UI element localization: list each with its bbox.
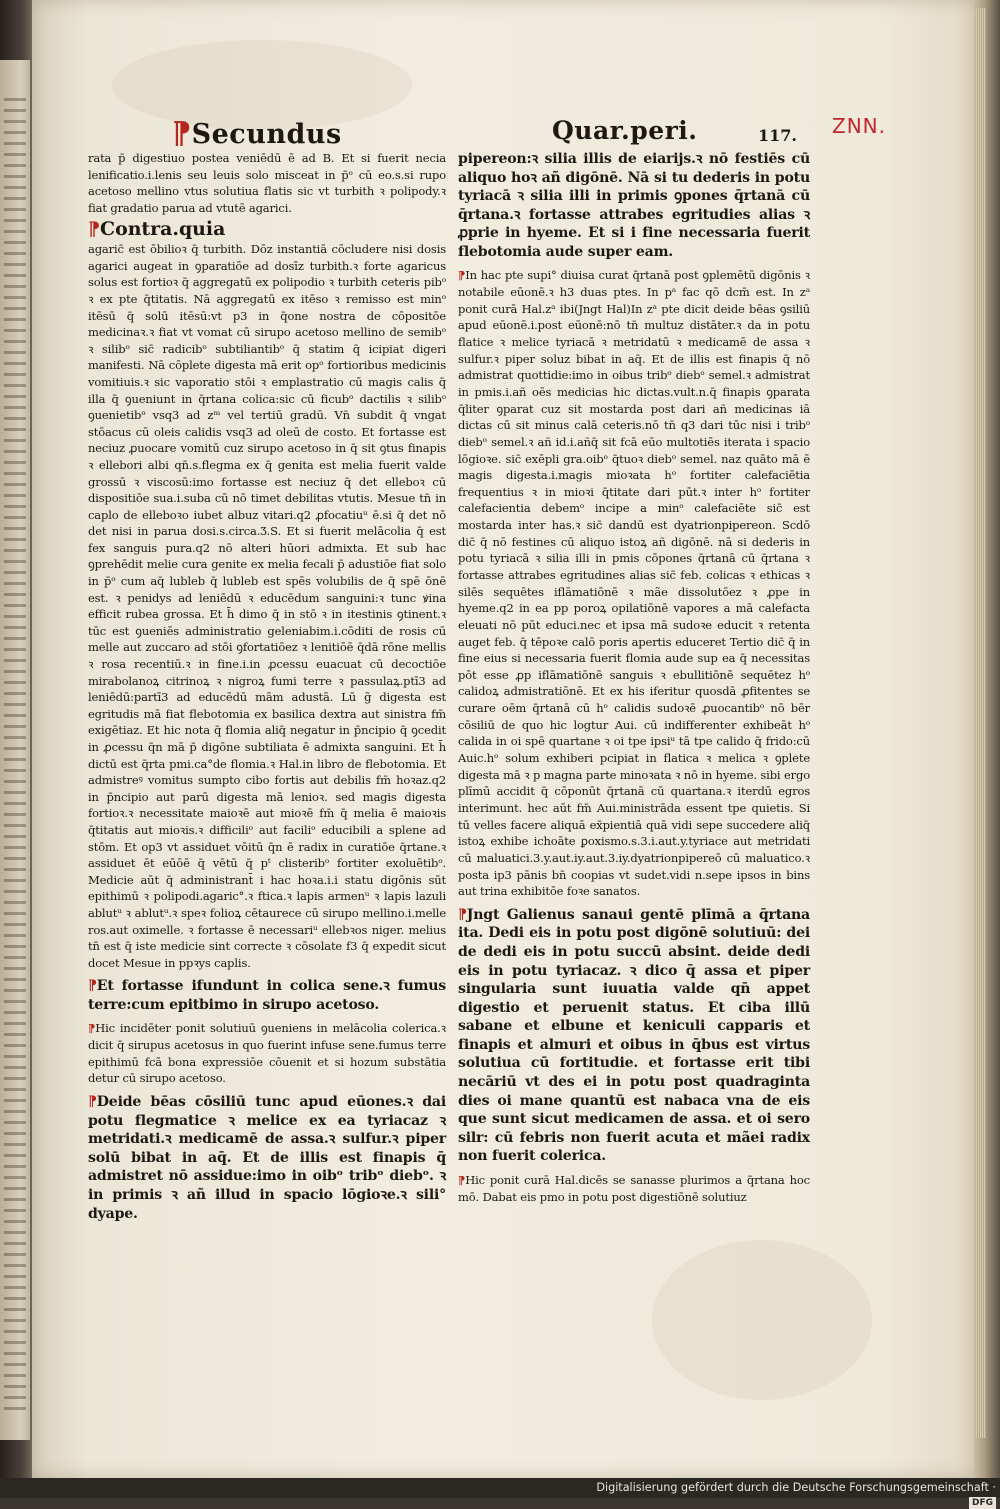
pilcrow-mark: ⁋ [88, 978, 97, 995]
pilcrow-mark: ⁋ [458, 1172, 466, 1187]
paragraph: agaric̄ est ōbilioꝛ q̄ turbith. Dōz instantiā cōcludere nisi dosis agarici augeat in ꝯparatiōe ad dosīz turbith.ꝛ forte agaricus solus est fortioꝛ q̄ aggregatū ex polipodio ꝛ turbith ceteris pibᵒ ꝛ ex pte q̄titatis. Nā aggregatū ex itēso ꝛ remisso est minᵒ itēsū q̄ solū itēsū:vt p3 in q̄one nostra de cōpositōe medicinaꝛ.ꝛ fiat vt vomat cū sirupo acetoso mellino de semibᵒ ꝛ silibᵒ sic̄ radicibᵒ subtiliantibᵒ q̄ statim q̄ icipiat digeri manifesti. Nā cōplete digesta mā erit opᵒ fortioribus medicinis vomitiuis.ꝛ sic vaporatio stōi ꝛ emplastratio cū magis calis q̄ illa q̄ ꝯueniunt in q̄rtana colica:sic cū ficubᵒ dactilis ꝛ silibᵒ ꝯuenietibᵒ vsq3 ad zᵐ vel tertiū gradū. Vn̄ subdit q̄ vngat stōacus cū oleis calidis vsq3 ad oleū de costo. Et fortasse est neciuz ꝓuocare vomitū cuz sirupo acetoso in q̄ sit ꝯtus finapis ꝛ ellebori albi qn̄.s.flegma ex q̄ genita est melia fuerit valde grossū ꝛ viscosū:imo fortasse est neciuz q̄ det elleboꝛ cū dispositiōe sua.i.suba cū nō timet debilitas vtutis. Mesue tn̄ in caplo de elleboꝛo iubet albuz vitari.q2 ꝓfocatiuᵘ ē.si q̄ det nō det nisi in parua dosi.s.circa.Ʒ.S. Et si fuerit melācolia q̄ est fex sanguis pura.q2 nō alteri hūori admixta. Et sub hac ꝯprehēdit melie cura genite ex melia fecali p̄ adustiōe fiat solo in p̄ᵒ cum aq̄ lubleb q̄ lubleb est spēs volubilis de q̄ spē ōnē est. ꝛ penidys ad leniēdū ꝛ educēdum sanguini:ꝛ tunc ꝟina efficit rubea grossa. Et h̄ dimo q̄ in stō ꝛ in itestinis ꝯtinent.ꝛ tūc est ꝯueniēs administratio geleniabim.i.cōditi de rosis cū melle aut zuccaro ad stōi ꝯfortatiōez ꝛ lenitiōē q̄dā rōne mellis ꝛ rosa recentiū.ꝛ in fine.i.in ꝓcessu euacuat cū decoctiōe mirabolanoꝝ citrinoꝝ ꝛ nigroꝝ fumi terre ꝛ passulaꝝ.ptī3 ad leniēdū:partī3 ad educēdū mām adustā. Lū g̃ digesta est egritudis mā fiat flebotomia ex basilica dextra aut sinistra fm̄ exigētiaz. Et hic nota q̄ flomia aliq̄ negatur in p̄ncipio q̄ ꝯcedit in ꝓcessu q̄n mā p̄ digōne subtiliata ē admixta sanguini. Et h̄ dictū est q̄rta pmi.ca°de flomia.ꝛ Hal.in libro de flebotomia. Et admistreꝰ vomitus sumpto cibo fortis aut debilis fm̄ hoꝛaz.q2 in p̄ncipio aut parū digesta mā lenioꝛ. sed magis digesta fortioꝛ.ꝛ necessitate maioꝛē aut mioꝛē fm̄ q̄ melia ē maioꝛis q̄titatis aut mioꝛis.ꝛ difficiliᵒ aut faciliᵒ educibili a splene ad stōm. Et op3 vt assiduet vōitū q̄n ē radix in curatiōe q̄rtane.ꝛ assiduet ēt eūōē q̄ vētū q̄ pᵗ clisteribᵒ fortiter exoluētibᵒ. Medicie aūt q̄ administrant̄ i hac hoꝛa.i.i statu digōnis sūt epithimū ꝛ polipodi.agaric°.ꝛ ftica.ꝛ lapis armenᵘ ꝛ lapis lazuli ablutᵘ ꝛ ablutᵘ.ꝛ speꝛ folioꝝ cētaurece cū sirupo mellino.i.melle ros.aut oximelle. ꝛ fortasse ē necessariᵘ ellebꝛos niger. melius tn̄ est q̄ iste medicie sint correcte ꝛ cōsolate f3 q̄ expedit sicut docet Mesue in ppꝛys caplis. [88, 242, 446, 970]
paragraph-text: In hac pte supi° diuisa curat q̄rtanā post ꝯplemētū digōnis ꝛ notabile eūonē.ꝛ h3 duas ptes. In pᵃ fac qō dcm̄ est. In zᵃ ponit curā Hal.zᵃ ibi(Jngt Hal)In zᵃ pte dicit deide bēas ꝯsiliū apud eūonē.i.post eūonē:nō tn̄ multuz distāter.ꝛ da in potu flatice ꝛ melice tyriacā ꝛ metridatū ꝛ medicamē de assa ꝛ sulfur.ꝛ piper soluz bibat in aq̄. Et de illis est finapis q̄ nō admistrat quottidie:imo in oibus tribᵒ diebᵒ semel.ꝛ admistrat in pmis.i.añ oēs medicias hic dictas.vult.n.q̄ finapis ꝯparata q̄liter ꝯparat cuz sit mostarda post dari añ medicinas iā dictas cū sit minus calā ceteris.nō tn̄ q3 dari tūc nisi i tribᵒ diebᵒ semel.ꝛ añ id.i.añq̄ sit fcā eūo multotiēs iterata i spacio lōgioꝛe. sic̄ exēpli gra.oibᵒ q̄tuoꝛ diebᵒ semel. naz quāto mā ē magis digesta.i.magis mioꝛata hᵒ fortiter calefaciētia frequentius ꝛ in mioꝛi q̄titate dari pūt.ꝛ inter hᵒ fortiter calefacientia debemᵒ incipe a minᵒ calefaciēte sic̄ est mostarda inter has.ꝛ sic̄ dandū est dyatrionpipereon. Scdō dic̄ q̄ nō festines cū aliquo istoꝝ añ digōnē. nā si dederis in potu tyriacā ꝛ silia illi in pmis cōpones q̄rtanā cū q̄rtana ꝛ fortasse attrabes egritudines alias sic̄ feb. colicas ꝛ ethicas ꝛ silēs sequētes iflāmatiōnē ꝛ mãe dissolutōez ꝛ ꝓpe in hyeme.q2 in ea pp poroꝝ opilatiōnē vapores a mā calefacta eleuati nō pūt educi.nec et ipsa mā sudoꝛe educit ꝛ retenta auget feb. q̄ tēpoꝛe calō poris apertis educeret Tertio dic̄ q̄ in fine eius si necessaria fuerit flomia aude sup ea q̄ necessitas pōt esse ꝓp iflāmatiōnē sanguis ꝛ ebullitiōnē sequētez hᵒ calidoꝝ admistratiōnē. Et ex his iferitur quosdā ꝓfitentes se curare oēm q̄rtanā cū hᵒ calidis sudoꝛē ꝓuocantibᵒ nō bēr cōsiliū de quo hic logtur Aui. cū indifferenter exhibeāt hᵒ calida in oi spē quartane ꝛ oi tpe ipsiᵘ tā tpe calido q̄ frido:cū Auic.hᵒ solum exhiberi pcipiat in flatica ꝛ melica ꝛ ꝯplete digesta mā ꝛ p magna parte minoꝛata ꝛ nō in hyeme. sibi ergo plīmū accidit q̄ cōponūt q̄rtanā cū quartana.ꝛ iterdū egros interimunt. hec aūt fm̄ Aui.ministrāda essent tpe quietis. Si tū velles facere aliquā ex̄pientiā quā vidi sepe succedere aliq̄ istoꝝ exhibe ichoāte ꝑoxismo.s.3.i.aut.y.tyriace aut metridati cū maluatici.3.y.aut.iy.aut.3.iy.dyatrionpipereō cū maluatico.ꝛ posta ip3 pānis bn̄ coopias vt sudet.vidi n.sepe ipsos in bins aut trina exhibitōe foꝛe sanatos. [458, 268, 810, 899]
folio-number: 117. [758, 126, 797, 145]
book-page-stack-right [974, 0, 1000, 1478]
lemma-text: Et fortasse ifundunt in colica sene.ꝛ fumus terre:cum epitbimo in sirupo acetoso. [88, 978, 446, 1013]
paragraph: rata p̄ digestiuo postea veniēdū ē ad B. Et si fuerit necia lenificatio.i.lenis seu leuis solo misceat in p̄ᵒ cū eo.s.si rupo acetoso mellino vtus solutiua flatis sic vt turbith ꝛ polipody.ꝛ fiat gradatio parua ad vtutē agarici. [88, 151, 446, 215]
section-heading [88, 219, 446, 240]
dfg-logo: DFG [969, 1497, 996, 1509]
pilcrow-mark: ⁋ [172, 116, 192, 151]
running-header-left-text: Secundus [191, 119, 342, 150]
lemma-text: Deide bēas cōsiliū tunc apud eūones.ꝛ dai potu flegmatice ꝛ melice ex ea tyriacaz ꝛ metridati.ꝛ medicamē de assa.ꝛ sulfur.ꝛ piper solū bibat in aq̄. Et de illis est finapis q̄ admistret nō assidue:imo in oibᵒ tribᵒ diebᵒ. ꝛ in primis ꝛ añ illud in spacio lōgioꝛe.ꝛ sili° dyape. [88, 1094, 446, 1222]
facing-page-text-marks [4, 90, 26, 1410]
handwritten-annotation: ZNN. [832, 114, 886, 138]
paragraph [458, 1172, 810, 1205]
text-lemma [458, 906, 810, 1166]
pilcrow-mark: ⁋ [458, 268, 466, 283]
paragraph-text: Hic ponit curā Hal.dicēs se sanasse plurimos a q̄rtana hoc mō. Dabat eis pmo in potu post digestiōnē solutiuz [458, 1172, 810, 1204]
pilcrow-mark: ⁋ [88, 1094, 97, 1111]
section-heading-text: Contra.quia [100, 217, 226, 240]
paragraph [88, 1020, 446, 1087]
running-header-middle: Quar.peri. [552, 116, 698, 145]
paragraph [458, 267, 810, 899]
text-lemma: pipereon:ꝛ silia illis de eiarijs.ꝛ nō festiēs cū aliquo hoꝛ añ digōnē. Nā si tu dederis in potu tyriacā ꝛ silia illi in primis ꝯpones q̄rtanā cū q̄rtana.ꝛ fortasse attrabes egritudies alias ꝛ ꝓprie in hyeme. Et si i fine necessaria fuerit flebotomia aude super eam. [458, 151, 810, 260]
paragraph-text: Hic incidēter ponit solutiuū ꝯueniens in melācolia colerica.ꝛ dicit q̄ sirupus acetosus in quo fuerint infuse sene.fumus terre epithimū fcā bona expressiōe cōuenit et si hozum substātia detur cū sirupo acetoso. [88, 1021, 446, 1086]
pilcrow-mark: ⁋ [458, 906, 467, 923]
right-text-column [458, 150, 810, 1205]
running-header-left [172, 116, 342, 151]
left-text-column [88, 150, 446, 1223]
pilcrow-mark: ⁋ [88, 1021, 96, 1036]
page-stack-lines [976, 8, 986, 1438]
funding-notice [596, 1481, 996, 1508]
funding-notice-text: Digitalisierung gefördert durch die Deutsche Forschungsgemeinschaft · [596, 1481, 996, 1494]
pilcrow-mark: ⁋ [88, 217, 101, 240]
paper-stain [652, 1240, 872, 1400]
text-lemma [88, 1093, 446, 1223]
facing-page-edge [0, 60, 30, 1440]
lemma-text: Jngt Galienus sanaui gentē plīmā a q̄rtana ita. Dedi eis in potu post digōnē solutiuū: dei de dedi eis in potu succū absint. deide dedi eis in potu tyriacaz. ꝛ dico q̄ assa et piper singularia sunt iuuatia valde qn̄ appet digestio et peruenit status. Et ciba illū sabane et elbune et keniculi capparis et finapis et almuri et oibus in q̄bus est virtus solutiua cū fortitudie. et fortasse erit tibi necāriū vt des ei in potu post quadraginta dies oi mane quantū est nabaca vna de eis que sunt sicut medicamen de assa. et oi sero silr: cū febris non fuerit acuta et mãei radix non fuerit colerica. [458, 906, 810, 1165]
text-lemma [88, 977, 446, 1014]
